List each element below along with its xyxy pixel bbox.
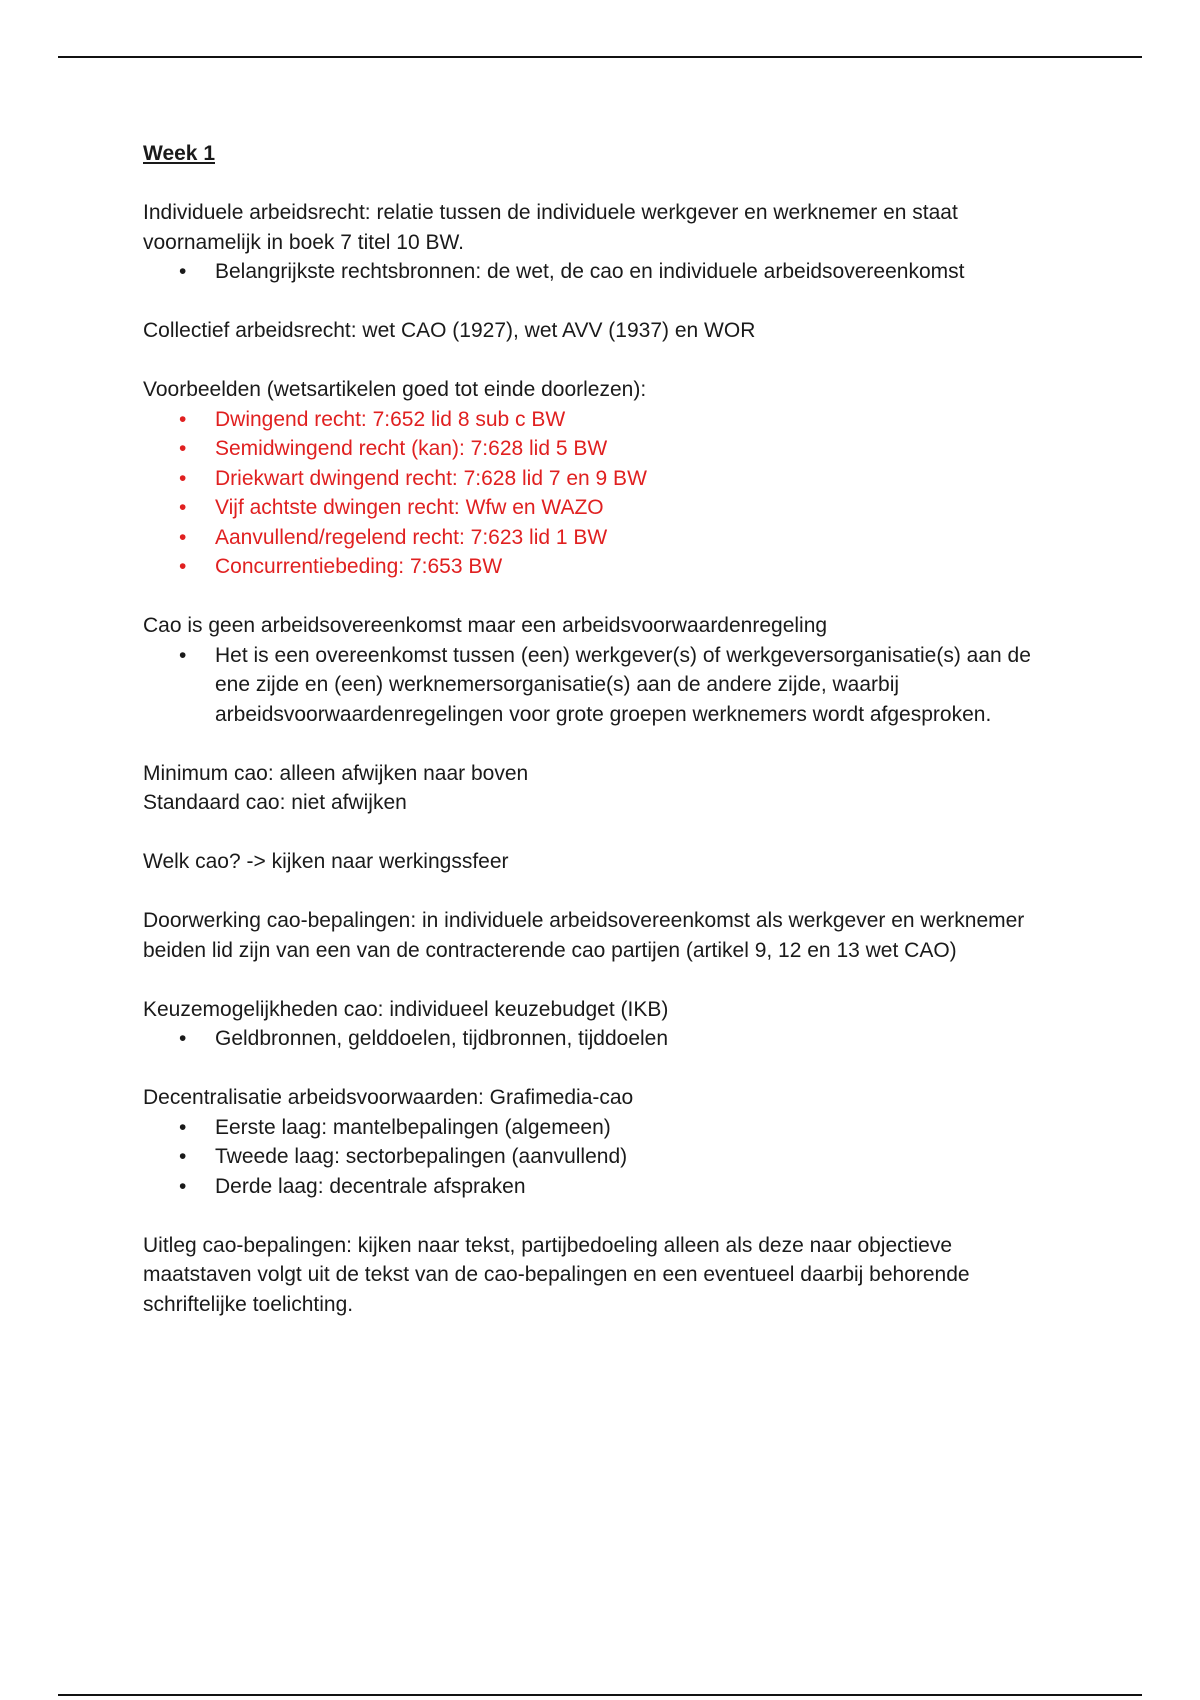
bullet-list: [143, 641, 1063, 730]
list-item: • Eerste laag: mantelbepalingen (algemeen): [143, 1113, 1063, 1143]
section-keuzemogelijkheden: [143, 995, 1063, 1054]
list-item: • Dwingend recht: 7:652 lid 8 sub c BW: [143, 405, 1063, 435]
paragraph: Collectief arbeidsrecht: wet CAO (1927), wet AVV (1937) en WOR: [143, 319, 756, 342]
paragraph: Welk cao? -> kijken naar werkingssfeer: [143, 850, 509, 873]
header-rule: [58, 56, 1142, 58]
bullet-list: [143, 1113, 1063, 1202]
list-item: • Vijf achtste dwingen recht: Wfw en WAZO: [143, 493, 1063, 523]
section-decentralisatie: [143, 1083, 1063, 1201]
paragraph: Keuzemogelijkheden cao: individueel keuzebudget (IKB): [143, 997, 669, 1021]
list-item: • Concurrentiebeding: 7:653 BW: [143, 552, 1063, 582]
paragraph: Uitleg cao-bepalingen: kijken naar tekst, partijbedoeling alleen als deze naar objectieve maatstaven volgt uit de tekst van de cao-bepalingen en een eventueel daarbij behorende schriftelijke toelichting.: [143, 1233, 970, 1316]
section-individueel: [143, 198, 1063, 287]
section-uitleg: [143, 1231, 1063, 1320]
list-item: • Belangrijkste rechtsbronnen: de wet, de cao en individuele arbeidsovereenkomst: [143, 257, 1063, 287]
bullet-list: [143, 257, 1063, 287]
page-title: Week 1: [143, 142, 215, 165]
document-body: [143, 139, 1063, 1349]
section-doorwerking: [143, 906, 1063, 965]
footer-rule: [58, 1694, 1142, 1696]
list-item: • Driekwart dwingend recht: 7:628 lid 7 en 9 BW: [143, 464, 1063, 494]
section-collectief: [143, 316, 1063, 346]
list-item: • Tweede laag: sectorbepalingen (aanvullend): [143, 1142, 1063, 1172]
section-cao-soorten: [143, 759, 1063, 818]
paragraph: Decentralisatie arbeidsvoorwaarden: Grafimedia-cao: [143, 1086, 634, 1109]
paragraph: Doorwerking cao-bepalingen: in individuele arbeidsovereenkomst als werkgever en werknemer beiden lid zijn van een van de contracterende cao partijen (artikel 9, 12 en 13 wet CAO): [143, 909, 1025, 962]
paragraph: Minimum cao: alleen afwijken naar boven: [143, 761, 529, 785]
list-item: • Het is een overeenkomst tussen (een) werkgever(s) of werkgeversorganisatie(s) aan de ene zijde en (een) werknemersorganisatie(s) aan de andere zijde, waarbij arbeidsvoorwaardenregelingen voor grote groepen werknemers wordt afgesproken.: [143, 641, 1063, 730]
bullet-list-red: [143, 405, 1063, 582]
list-item: • Derde laag: decentrale afspraken: [143, 1172, 1063, 1202]
list-item: • Aanvullend/regelend recht: 7:623 lid 1 BW: [143, 523, 1063, 553]
section-voorbeelden: [143, 375, 1063, 582]
paragraph: Standaard cao: niet afwijken: [143, 791, 407, 814]
paragraph: Voorbeelden (wetsartikelen goed tot einde doorlezen):: [143, 378, 647, 401]
list-item: • Geldbronnen, gelddoelen, tijdbronnen, tijddoelen: [143, 1024, 1063, 1054]
list-item: • Semidwingend recht (kan): 7:628 lid 5 BW: [143, 434, 1063, 464]
paragraph: Individuele arbeidsrecht: relatie tussen de individuele werkgever en werknemer en staat voornamelijk in boek 7 titel 10 BW.: [143, 201, 958, 254]
section-werkingssfeer: [143, 847, 1063, 877]
section-cao-definitie: [143, 611, 1063, 729]
bullet-list: [143, 1024, 1063, 1054]
paragraph: Cao is geen arbeidsovereenkomst maar een arbeidsvoorwaardenregeling: [143, 614, 828, 637]
